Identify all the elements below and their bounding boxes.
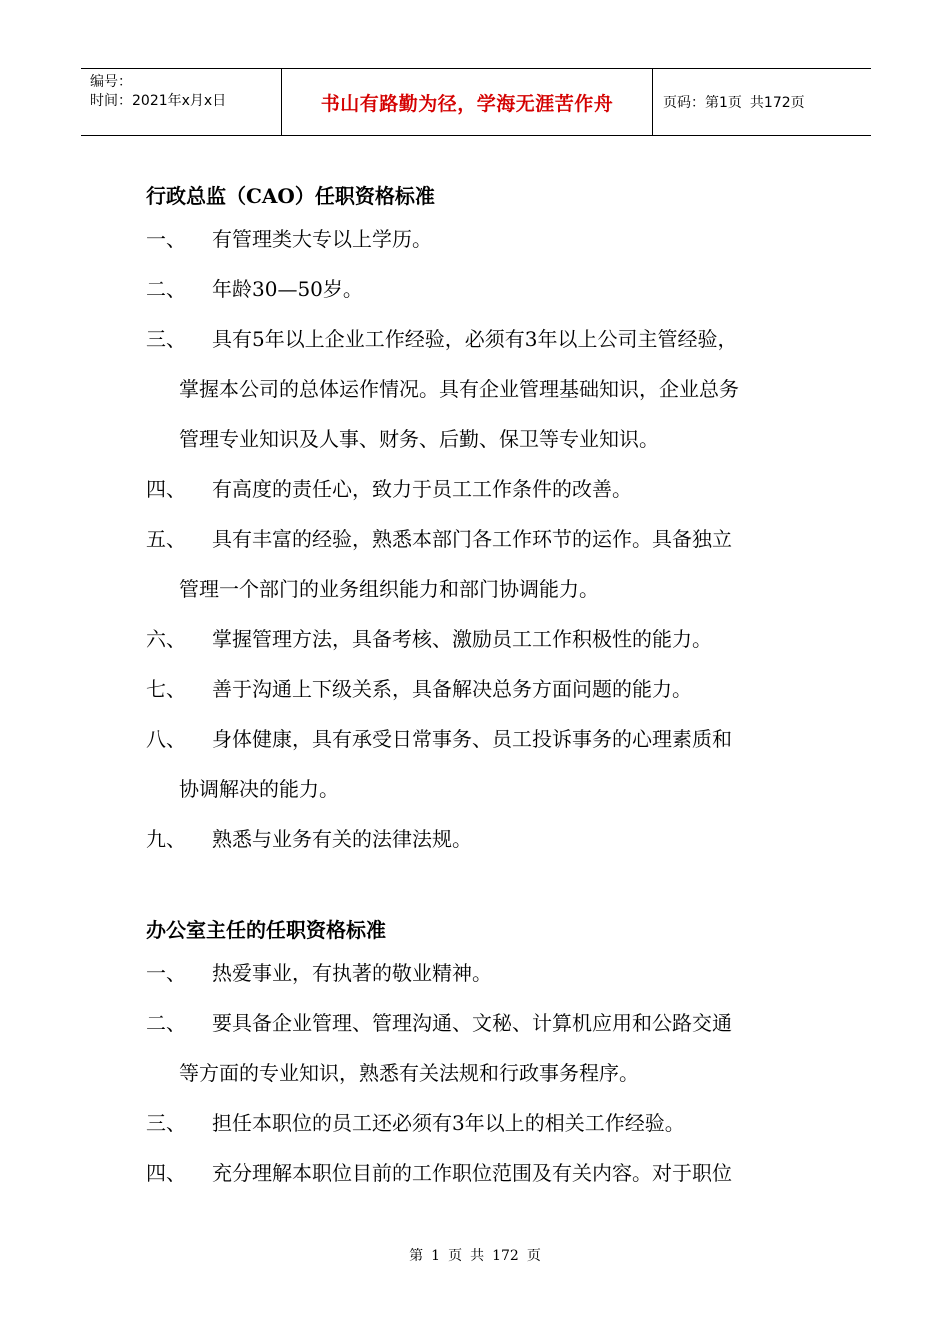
item-number: 四、 xyxy=(146,477,186,501)
item-text: 有管理类大专以上学历。 xyxy=(212,227,432,251)
item-number: 二、 xyxy=(146,277,186,301)
item-text: 充分理解本职位目前的工作职位范围及有关内容。对于职位 xyxy=(212,1161,732,1185)
item-text: 掌握管理方法，具备考核、激励员工工作积极性的能力。 xyxy=(212,627,712,651)
page-number-label: 页码：第1页 xyxy=(663,95,742,111)
list-item xyxy=(146,1148,826,1198)
list-item xyxy=(146,814,826,864)
item-text-continued: 管理专业知识及人事、财务、后勤、保卫等专业知识。 xyxy=(179,427,659,451)
item-text: 善于沟通上下级关系，具备解决总务方面问题的能力。 xyxy=(212,677,692,701)
section-list-office-director xyxy=(146,948,826,1198)
header-page-info xyxy=(653,69,871,135)
list-item xyxy=(146,214,826,264)
footer-ye-2: 页 xyxy=(526,1248,541,1264)
item-number: 一、 xyxy=(146,961,186,985)
section-list-cao xyxy=(146,214,826,864)
document-body xyxy=(146,178,826,1198)
section-title-office-director: 办公室主任的任职资格标准 xyxy=(146,918,386,942)
item-text: 年龄30—50岁。 xyxy=(212,277,363,301)
list-item xyxy=(146,664,826,714)
item-text: 热爱事业，有执著的敬业精神。 xyxy=(212,961,492,985)
list-item xyxy=(146,998,826,1098)
item-text: 有高度的责任心，致力于员工工作条件的改善。 xyxy=(212,477,632,501)
item-text: 具有丰富的经验，熟悉本部门各工作环节的运作。具备独立 xyxy=(212,527,732,551)
list-item xyxy=(146,264,826,314)
item-number: 三、 xyxy=(146,327,186,351)
list-item xyxy=(146,714,826,814)
item-number: 五、 xyxy=(146,527,186,551)
item-number: 一、 xyxy=(146,227,186,251)
list-item xyxy=(146,948,826,998)
item-text: 具有5年以上企业工作经验，必须有3年以上公司主管经验， xyxy=(212,327,738,351)
footer-gong: 共 xyxy=(470,1248,485,1264)
section-title-cao: 行政总监（CAO）任职资格标准 xyxy=(146,184,435,208)
list-item xyxy=(146,514,826,614)
footer-ye: 页 xyxy=(448,1248,463,1264)
number-label: 编号： xyxy=(90,74,132,90)
footer-total-pages: 172 xyxy=(492,1248,519,1264)
list-item xyxy=(146,614,826,664)
item-number: 四、 xyxy=(146,1161,186,1185)
item-text-continued: 管理一个部门的业务组织能力和部门协调能力。 xyxy=(179,577,599,601)
footer-di: 第 xyxy=(409,1248,424,1264)
list-item xyxy=(146,464,826,514)
page-header xyxy=(81,68,871,136)
item-number: 六、 xyxy=(146,627,186,651)
page-total-label: 共172页 xyxy=(749,95,805,111)
item-number: 七、 xyxy=(146,677,186,701)
list-item xyxy=(146,314,826,464)
item-text-continued: 等方面的专业知识，熟悉有关法规和行政事务程序。 xyxy=(179,1061,639,1085)
item-text: 身体健康，具有承受日常事务、员工投诉事务的心理素质和 xyxy=(212,727,732,751)
item-number: 九、 xyxy=(146,827,186,851)
item-text-continued: 协调解决的能力。 xyxy=(179,777,339,801)
list-item xyxy=(146,1098,826,1148)
item-number: 三、 xyxy=(146,1111,186,1135)
item-text: 熟悉与业务有关的法律法规。 xyxy=(212,827,472,851)
item-number: 八、 xyxy=(146,727,186,751)
item-number: 二、 xyxy=(146,1011,186,1035)
footer-current-page: 1 xyxy=(431,1248,441,1264)
item-text: 要具备企业管理、管理沟通、文秘、计算机应用和公路交通 xyxy=(212,1011,732,1035)
page-footer xyxy=(0,1245,950,1265)
item-text: 担任本职位的员工还必须有3年以上的相关工作经验。 xyxy=(212,1111,685,1135)
item-text-continued: 掌握本公司的总体运作情况。具有企业管理基础知识，企业总务 xyxy=(179,377,739,401)
date-label: 时间：2021年x月x日 xyxy=(90,93,227,109)
header-motto: 书山有路勤为径，学海无涯苦作舟 xyxy=(282,69,653,135)
header-meta xyxy=(81,69,282,135)
